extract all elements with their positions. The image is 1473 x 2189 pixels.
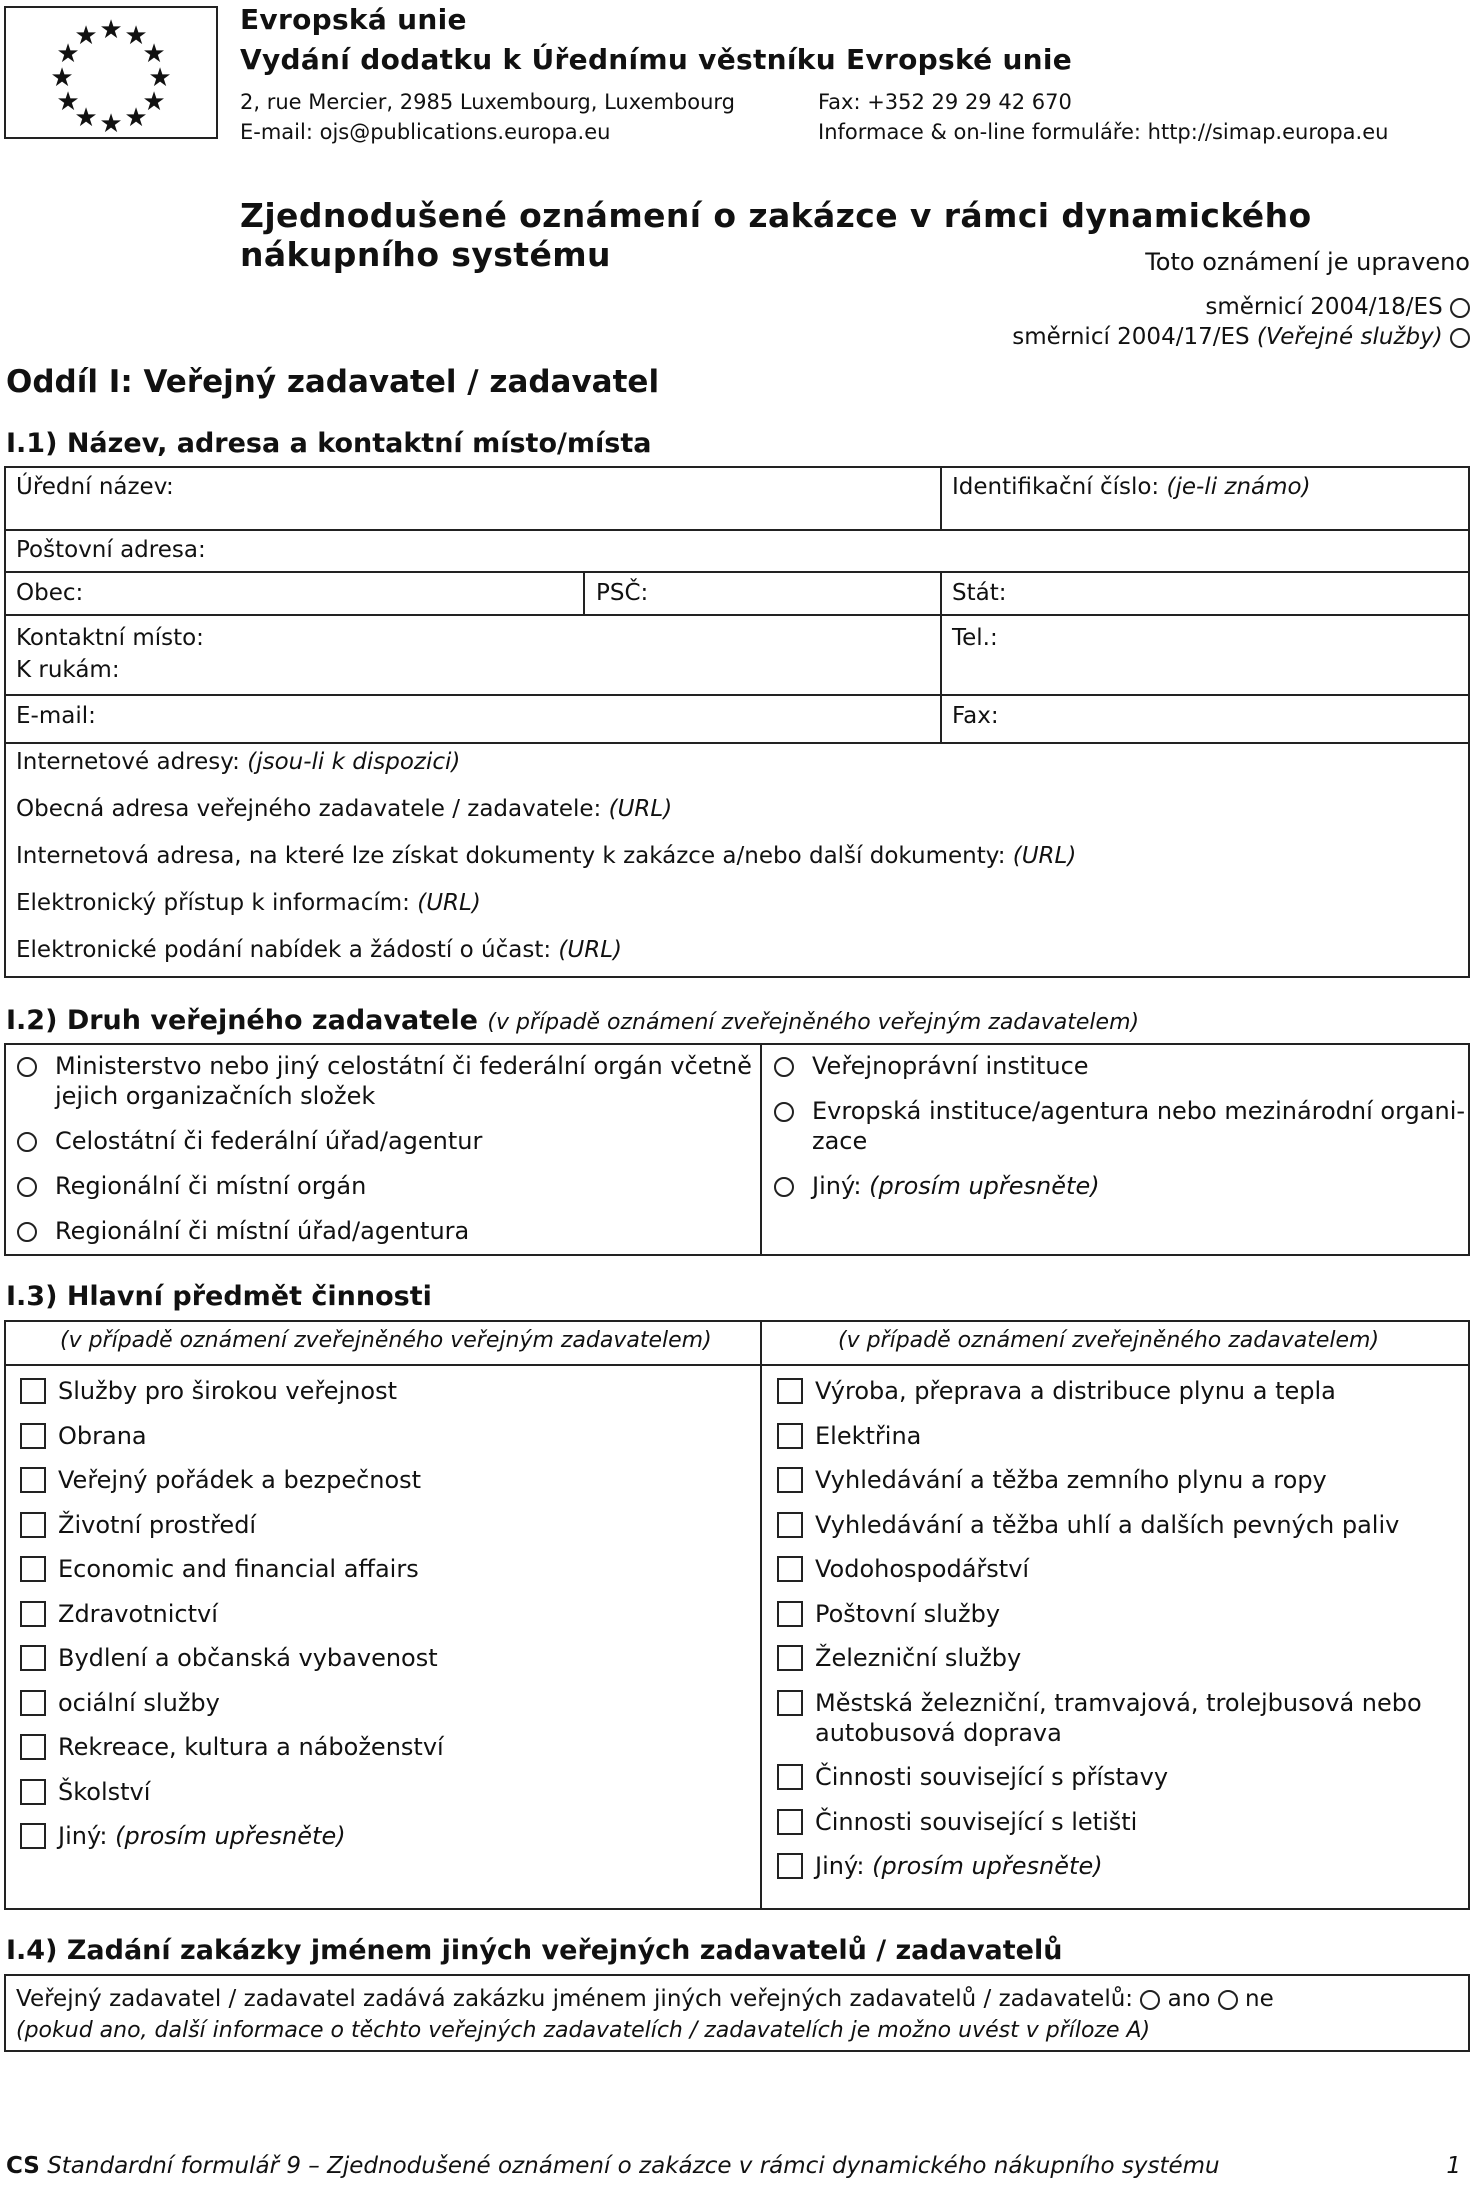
svg-text:★: ★ [74,103,98,133]
country-label: Stát: [952,580,1007,606]
activity-checkbox[interactable] [20,1467,46,1493]
fax-label: Fax: [952,703,999,729]
attention-label: K rukám: [16,657,120,683]
directive-2-note: (Veřejné služby) [1256,324,1443,350]
page-title: Zjednodušené oznámení o zakázce v rámci dynamického nákupního systému [240,196,1312,274]
utility-label: Železniční služby [815,1644,1022,1672]
activity-label: Obrana [58,1422,147,1450]
activity-label: Bydlení a občanská vybavenost [58,1644,438,1672]
divider [760,1043,762,1256]
address: 2, rue Mercier, 2985 Luxembourg, Luxembourg [240,90,735,114]
section-1-2-title: I.2) Druh veřejného zadavatele [6,1005,488,1036]
activity-left-header: (v případě oznámení zveřejněného veřejným zadavatelem) [60,1328,712,1353]
internet-addresses-label [16,749,460,775]
utility-label: Činnosti související s přístavy [815,1763,1169,1791]
svg-text:★: ★ [142,87,166,117]
eu-stars-icon [6,8,216,137]
public-law-body-label: Veřejnoprávní instituce [812,1052,1089,1080]
national-agency-label: Celostátní či federální úřad/agentur [55,1127,483,1155]
internet-addresses-note: (jsou-li k dispozici) [247,749,461,775]
activity-label: Rekreace, kultura a náboženství [58,1733,444,1761]
info-link: Informace & on-line formuláře: http://simap.europa.eu [818,120,1389,144]
utility-other-note: (prosím upřesněte) [872,1852,1103,1880]
general-address-label [16,796,672,822]
divider [4,529,1470,531]
page-number: 1 [1446,2153,1461,2179]
divider [583,571,585,616]
no-label: ne [1245,1986,1274,2012]
public-law-body-radio[interactable] [774,1057,794,1077]
regional-authority-label: Regionální či místní orgán [55,1172,367,1200]
publication-name: Vydání dodatku k Úřednímu věstníku Evropské unie [240,43,1073,76]
ministry-radio[interactable] [17,1057,37,1077]
section-1-1-heading: I.1) Název, adresa a kontaktní místo/místa [6,428,652,459]
url-note: (URL) [1012,843,1077,869]
utility-label: Vodohospodářství [815,1555,1030,1583]
urban-transport-label-cont: autobusová doprava [815,1719,1062,1747]
utility-checkbox[interactable] [777,1378,803,1404]
activity-checkbox[interactable] [20,1423,46,1449]
activity-other-label [58,1821,346,1851]
utility-checkbox[interactable] [777,1512,803,1538]
svg-text:★: ★ [99,15,123,45]
utility-checkbox[interactable] [777,1601,803,1627]
electronic-access-label [16,890,481,916]
electronic-access-text: Elektronický přístup k informacím: [16,890,418,916]
eu-institution-radio[interactable] [774,1102,794,1122]
svg-text:★: ★ [99,109,123,137]
id-number-field[interactable] [952,474,1311,500]
svg-text:★: ★ [74,21,98,51]
id-number-note: (je-li známo) [1166,474,1311,500]
activity-label: Služby pro širokou veřejnost [58,1377,397,1405]
activity-checkbox[interactable] [20,1512,46,1538]
divider [4,614,1470,616]
utility-checkbox[interactable] [777,1809,803,1835]
directive-1-radio[interactable] [1450,298,1470,318]
notice-adapted: Toto oznámení je upraveno [1145,248,1470,276]
yes-label: ano [1167,1986,1211,2012]
org-name: Evropská unie [240,3,467,36]
divider [940,466,942,531]
utility-checkbox[interactable] [777,1645,803,1671]
activity-checkbox[interactable] [20,1690,46,1716]
section-1-2-heading [6,1005,1139,1036]
footer-lang: CS [6,2153,40,2179]
official-name-label: Úřední název: [16,474,174,500]
email-label: E-mail: [16,703,96,729]
tel-label: Tel.: [952,625,998,651]
activity-checkbox[interactable] [20,1779,46,1805]
activity-other-checkbox[interactable] [20,1823,46,1849]
svg-text:★: ★ [56,39,80,69]
utility-other-checkbox[interactable] [777,1853,803,1879]
postal-address-label: Poštovní adresa: [16,537,206,563]
divider [4,571,1470,573]
other-type-text: Jiný: [812,1172,870,1200]
national-agency-radio[interactable] [17,1132,37,1152]
footer [6,2153,1220,2179]
url-note: (URL) [608,796,673,822]
on-behalf-note: (pokud ano, další informace o těchto veřejných zadavatelích / zadavatelích je možno uvést v příloze A) [16,2018,1151,2043]
svg-text:★: ★ [148,63,172,93]
eu-institution-label: Evropská instituce/agentura nebo mezinárodní organi- [812,1097,1466,1125]
svg-text:★: ★ [124,103,148,133]
section-1-heading: Oddíl I: Veřejný zadavatel / zadavatel [6,364,660,400]
utility-label: Výroba, přeprava a distribuce plynu a tepla [815,1377,1336,1405]
electronic-submission-text: Elektronické podání nabídek a žádostí o účast: [16,937,559,963]
activity-checkbox[interactable] [20,1645,46,1671]
ministry-label: Ministerstvo nebo jiný celostátní či federální orgán včetně [55,1052,752,1080]
other-type-label [812,1171,1100,1201]
utility-label: Elektřina [815,1422,922,1450]
utility-label: Poštovní služby [815,1600,1001,1628]
eu-flag-logo [4,6,218,139]
eu-institution-label-cont: zace [812,1127,868,1155]
utility-other-text: Jiný: [815,1852,873,1880]
directive-1-option[interactable] [1205,294,1470,320]
utility-checkbox[interactable] [777,1690,803,1716]
footer-form: Standardní formulář 9 – Zjednodušené oznámení o zakázce v rámci dynamického nákupního systému [47,2153,1220,2179]
activity-label: ociální služby [58,1689,220,1717]
activity-checkbox[interactable] [20,1556,46,1582]
documents-address-text: Internetová adresa, na které lze získat dokumenty k zakázce a/nebo další dokumenty: [16,843,1013,869]
divider [4,694,1470,696]
divider [4,742,1470,744]
contact-email: E-mail: ojs@publications.europa.eu [240,120,611,144]
activity-label: Veřejný pořádek a bezpečnost [58,1466,422,1494]
utility-checkbox[interactable] [777,1467,803,1493]
contact-fax: Fax: +352 29 29 42 670 [818,90,1072,114]
id-number-label: Identifikační číslo: [952,474,1167,500]
activity-checkbox[interactable] [20,1378,46,1404]
contact-point-label: Kontaktní místo: [16,625,204,651]
directive-2-radio[interactable] [1450,328,1470,348]
town-label: Obec: [16,580,84,606]
activity-right-header: (v případě oznámení zveřejněného zadavatelem) [838,1328,1380,1353]
svg-text:★: ★ [56,87,80,117]
on-behalf-question [16,1984,1274,2014]
directive-2-option[interactable] [1012,324,1470,350]
activity-other-text: Jiný: [58,1822,116,1850]
section-1-2-note: (v případě oznámení zveřejněného veřejným zadavatelem) [487,1010,1140,1035]
utility-checkbox[interactable] [777,1423,803,1449]
electronic-submission-label [16,937,622,963]
general-address-text: Obecná adresa veřejného zadavatele / zadavatele: [16,796,609,822]
ministry-label-cont: jejich organizačních složek [55,1082,376,1110]
activity-other-note: (prosím upřesněte) [115,1822,346,1850]
section-1-3-heading: I.3) Hlavní předmět činnosti [6,1281,432,1312]
directive-1-label: směrnicí 2004/18/ES [1205,294,1443,320]
url-note: (URL) [417,890,481,916]
regional-authority-radio[interactable] [17,1177,37,1197]
svg-text:★: ★ [50,63,74,93]
utility-label: Činnosti související s letišti [815,1808,1138,1836]
utility-label: Vyhledávání a těžba uhlí a dalších pevných paliv [815,1511,1400,1539]
divider [4,1364,1470,1366]
activity-label: Školství [58,1778,151,1806]
directive-2-label: směrnicí 2004/17/ES [1012,324,1257,350]
svg-text:★: ★ [124,21,148,51]
activity-label: Economic and financial affairs [58,1555,419,1583]
other-type-radio[interactable] [774,1177,794,1197]
divider [940,571,942,744]
url-note: (URL) [558,937,622,963]
utility-checkbox[interactable] [777,1764,803,1790]
utility-label: Vyhledávání a těžba zemního plynu a ropy [815,1466,1327,1494]
no-radio[interactable] [1218,1990,1238,2010]
documents-address-label [16,843,1076,869]
regional-agency-radio[interactable] [17,1222,37,1242]
activity-checkbox[interactable] [20,1601,46,1627]
activity-label: Zdravotnictví [58,1600,218,1628]
yes-radio[interactable] [1140,1990,1160,2010]
divider [760,1320,762,1910]
utility-other-label [815,1851,1103,1881]
activity-checkbox[interactable] [20,1734,46,1760]
regional-agency-label: Regionální či místní úřad/agentura [55,1217,470,1245]
on-behalf-question-text: Veřejný zadavatel / zadavatel zadává zakázku jménem jiných veřejných zadavatelů / zadavatelů: [16,1986,1134,2012]
postcode-label: PSČ: [596,580,649,606]
other-type-note: (prosím upřesněte) [869,1172,1100,1200]
section-1-4-heading: I.4) Zadání zakázky jménem jiných veřejných zadavatelů / zadavatelů [6,1935,1063,1966]
utility-checkbox[interactable] [777,1556,803,1582]
svg-text:★: ★ [142,39,166,69]
urban-transport-label: Městská železniční, tramvajová, trolejbusová nebo [815,1689,1422,1717]
activity-label: Životní prostředí [58,1511,257,1539]
internet-addresses-text: Internetové adresy: [16,749,248,775]
